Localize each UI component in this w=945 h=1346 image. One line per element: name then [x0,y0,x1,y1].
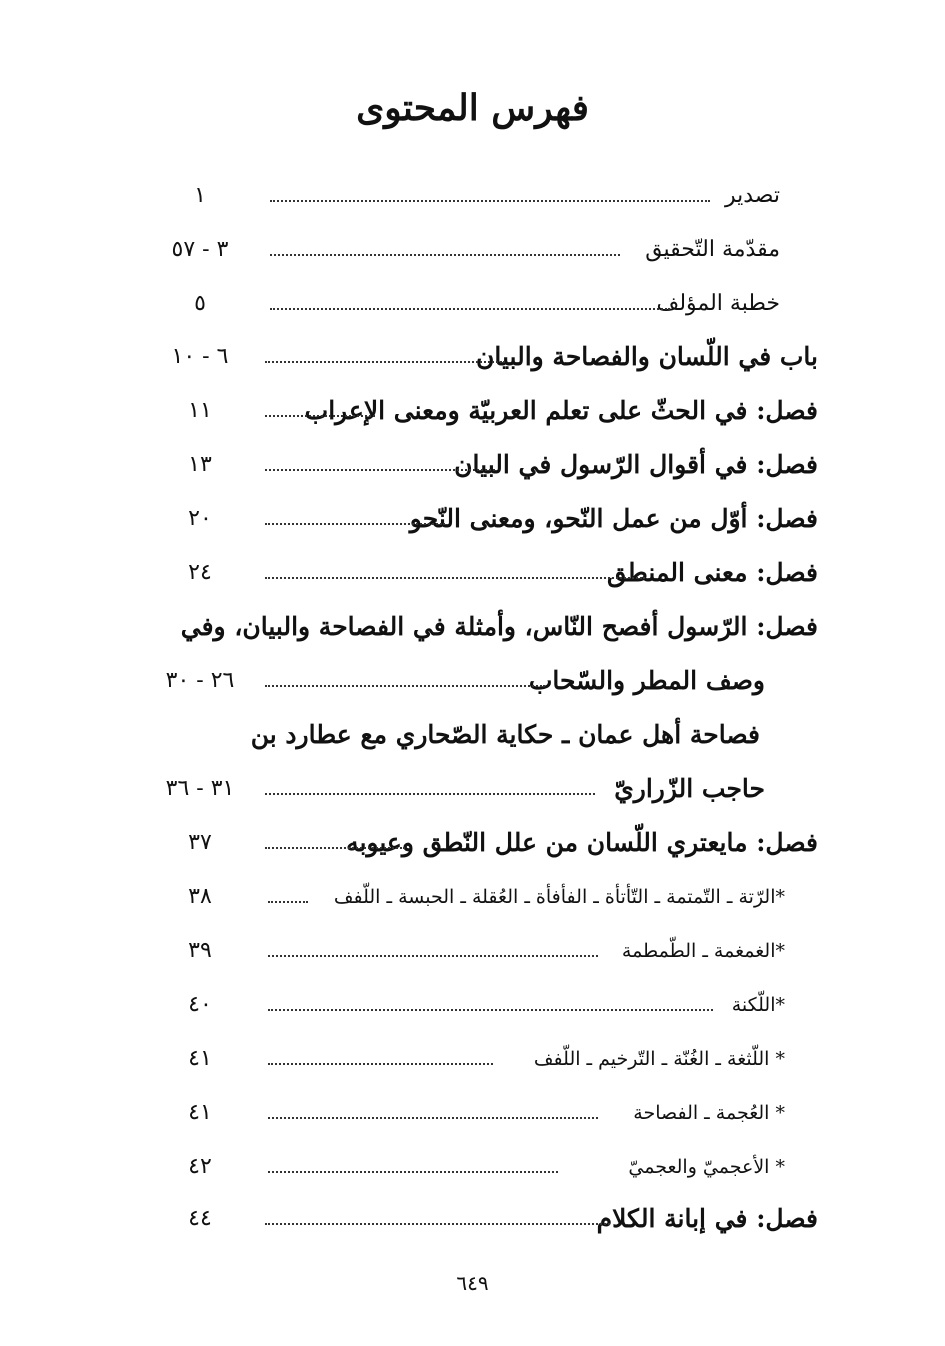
toc-entry [150,337,818,377]
toc-entry [150,1147,785,1187]
entry-page: ٢٤ [188,560,212,585]
entry-page: ٣٧ [188,830,212,855]
entry-text: * اللّثغة ـ الغُنّة ـ التّرخيم ـ اللّفف [533,1048,785,1070]
entry-text: خطبة المؤلف [656,291,780,316]
entry-text: وصف المطر والسّحاب [528,666,765,695]
entry-page: ١١ [188,398,212,423]
entry-text: فصل: معنى المنطق [607,558,818,587]
dot-leader [265,415,375,417]
page-title: فهرس المحتوى [356,87,589,129]
dot-leader [265,361,505,363]
entry-text: فصل: مايعتري اللّسان من علل النّطق وعيوبه [346,828,818,857]
entry-text: فصل: في إبانة الكلام [596,1204,818,1233]
dot-leader [265,469,495,471]
toc-entry [150,499,818,539]
entry-page: ٤١ [188,1046,212,1071]
dot-leader [268,1171,558,1173]
toc-entry [150,176,780,216]
entry-text: تصدير [724,183,780,208]
dot-leader [270,200,710,202]
toc-entry [150,230,780,270]
toc-entry [150,553,818,593]
dot-leader [268,955,598,957]
page-number: ٦٤٩ [456,1271,489,1295]
entry-text: فصل: أوّل من عمل النّحو، ومعنى النّحو [409,504,818,533]
entry-text: *الرّتة ـ التّمتمة ـ التّأتأة ـ الفأفأة ـ العُقلة ـ الحبسة ـ اللّفف [333,886,785,908]
entry-text: باب في اللّسان والفصاحة والبيان [476,342,818,371]
entry-page: ٤٢ [188,1154,212,1179]
dot-leader [265,1223,610,1225]
toc-entry [150,391,818,431]
entry-text: فصل: في أقوال الرّسول في البيان [454,450,818,479]
entry-text: * العُجمة ـ الفصاحة [633,1102,785,1124]
toc-entry [150,877,785,917]
toc-entry [150,931,785,971]
toc-entry [150,1199,818,1239]
entry-page: ٣ - ٥٧ [171,237,229,262]
toc-entry [150,1039,785,1079]
entry-text: * الأعجميّ والعجميّ [628,1156,785,1178]
entry-page: ١ [194,183,206,208]
dot-leader [270,254,620,256]
dot-leader [268,1063,493,1065]
toc-entry [150,823,818,863]
dot-leader [270,308,670,310]
toc-entry [150,661,765,701]
entry-page: ٣٩ [188,938,212,963]
entry-text: فصل: في الحثّ على تعلم العربيّة ومعنى الإعراب [304,396,818,425]
entry-page: ١٣ [188,452,212,477]
entry-page: ٣٨ [188,884,212,909]
entry-page: ٤١ [188,1100,212,1125]
entry-page: ٢٠ [188,506,212,531]
toc-entry [150,1093,785,1133]
toc-entry [150,284,780,324]
entry-page: ٢٦ - ٣٠ [165,668,235,693]
entry-page: ٦ - ١٠ [171,344,229,369]
entry-page: ٤٤ [188,1206,212,1231]
toc-entry [150,445,818,485]
entry-text: *اللّكنة [731,994,785,1016]
toc-entry [150,985,785,1025]
dot-leader [268,1117,598,1119]
entry-text: مقدّمة التّحقيق [645,237,780,262]
dot-leader [268,901,308,903]
dot-leader [265,577,645,579]
dot-leader [265,793,595,795]
entry-text-line1: فصل: الرّسول أفصح النّاس، وأمثلة في الفصاحة والبيان، وفي [180,612,818,641]
dot-leader [265,523,445,525]
entry-text: حاجب الزّراريّ [614,774,765,803]
dot-leader [265,685,545,687]
dot-leader [268,1009,713,1011]
entry-text: *الغمغمة ـ الطّمطمة [621,940,785,962]
dot-leader [265,847,405,849]
entry-page: ٥ [194,291,206,316]
entry-text-line1: فصاحة أهل عمان ـ حكاية الصّحاري مع عطارد بن [250,720,760,749]
toc-entry [150,769,765,809]
entry-page: ٤٠ [188,992,212,1017]
entry-page: ٣١ - ٣٦ [165,776,235,801]
